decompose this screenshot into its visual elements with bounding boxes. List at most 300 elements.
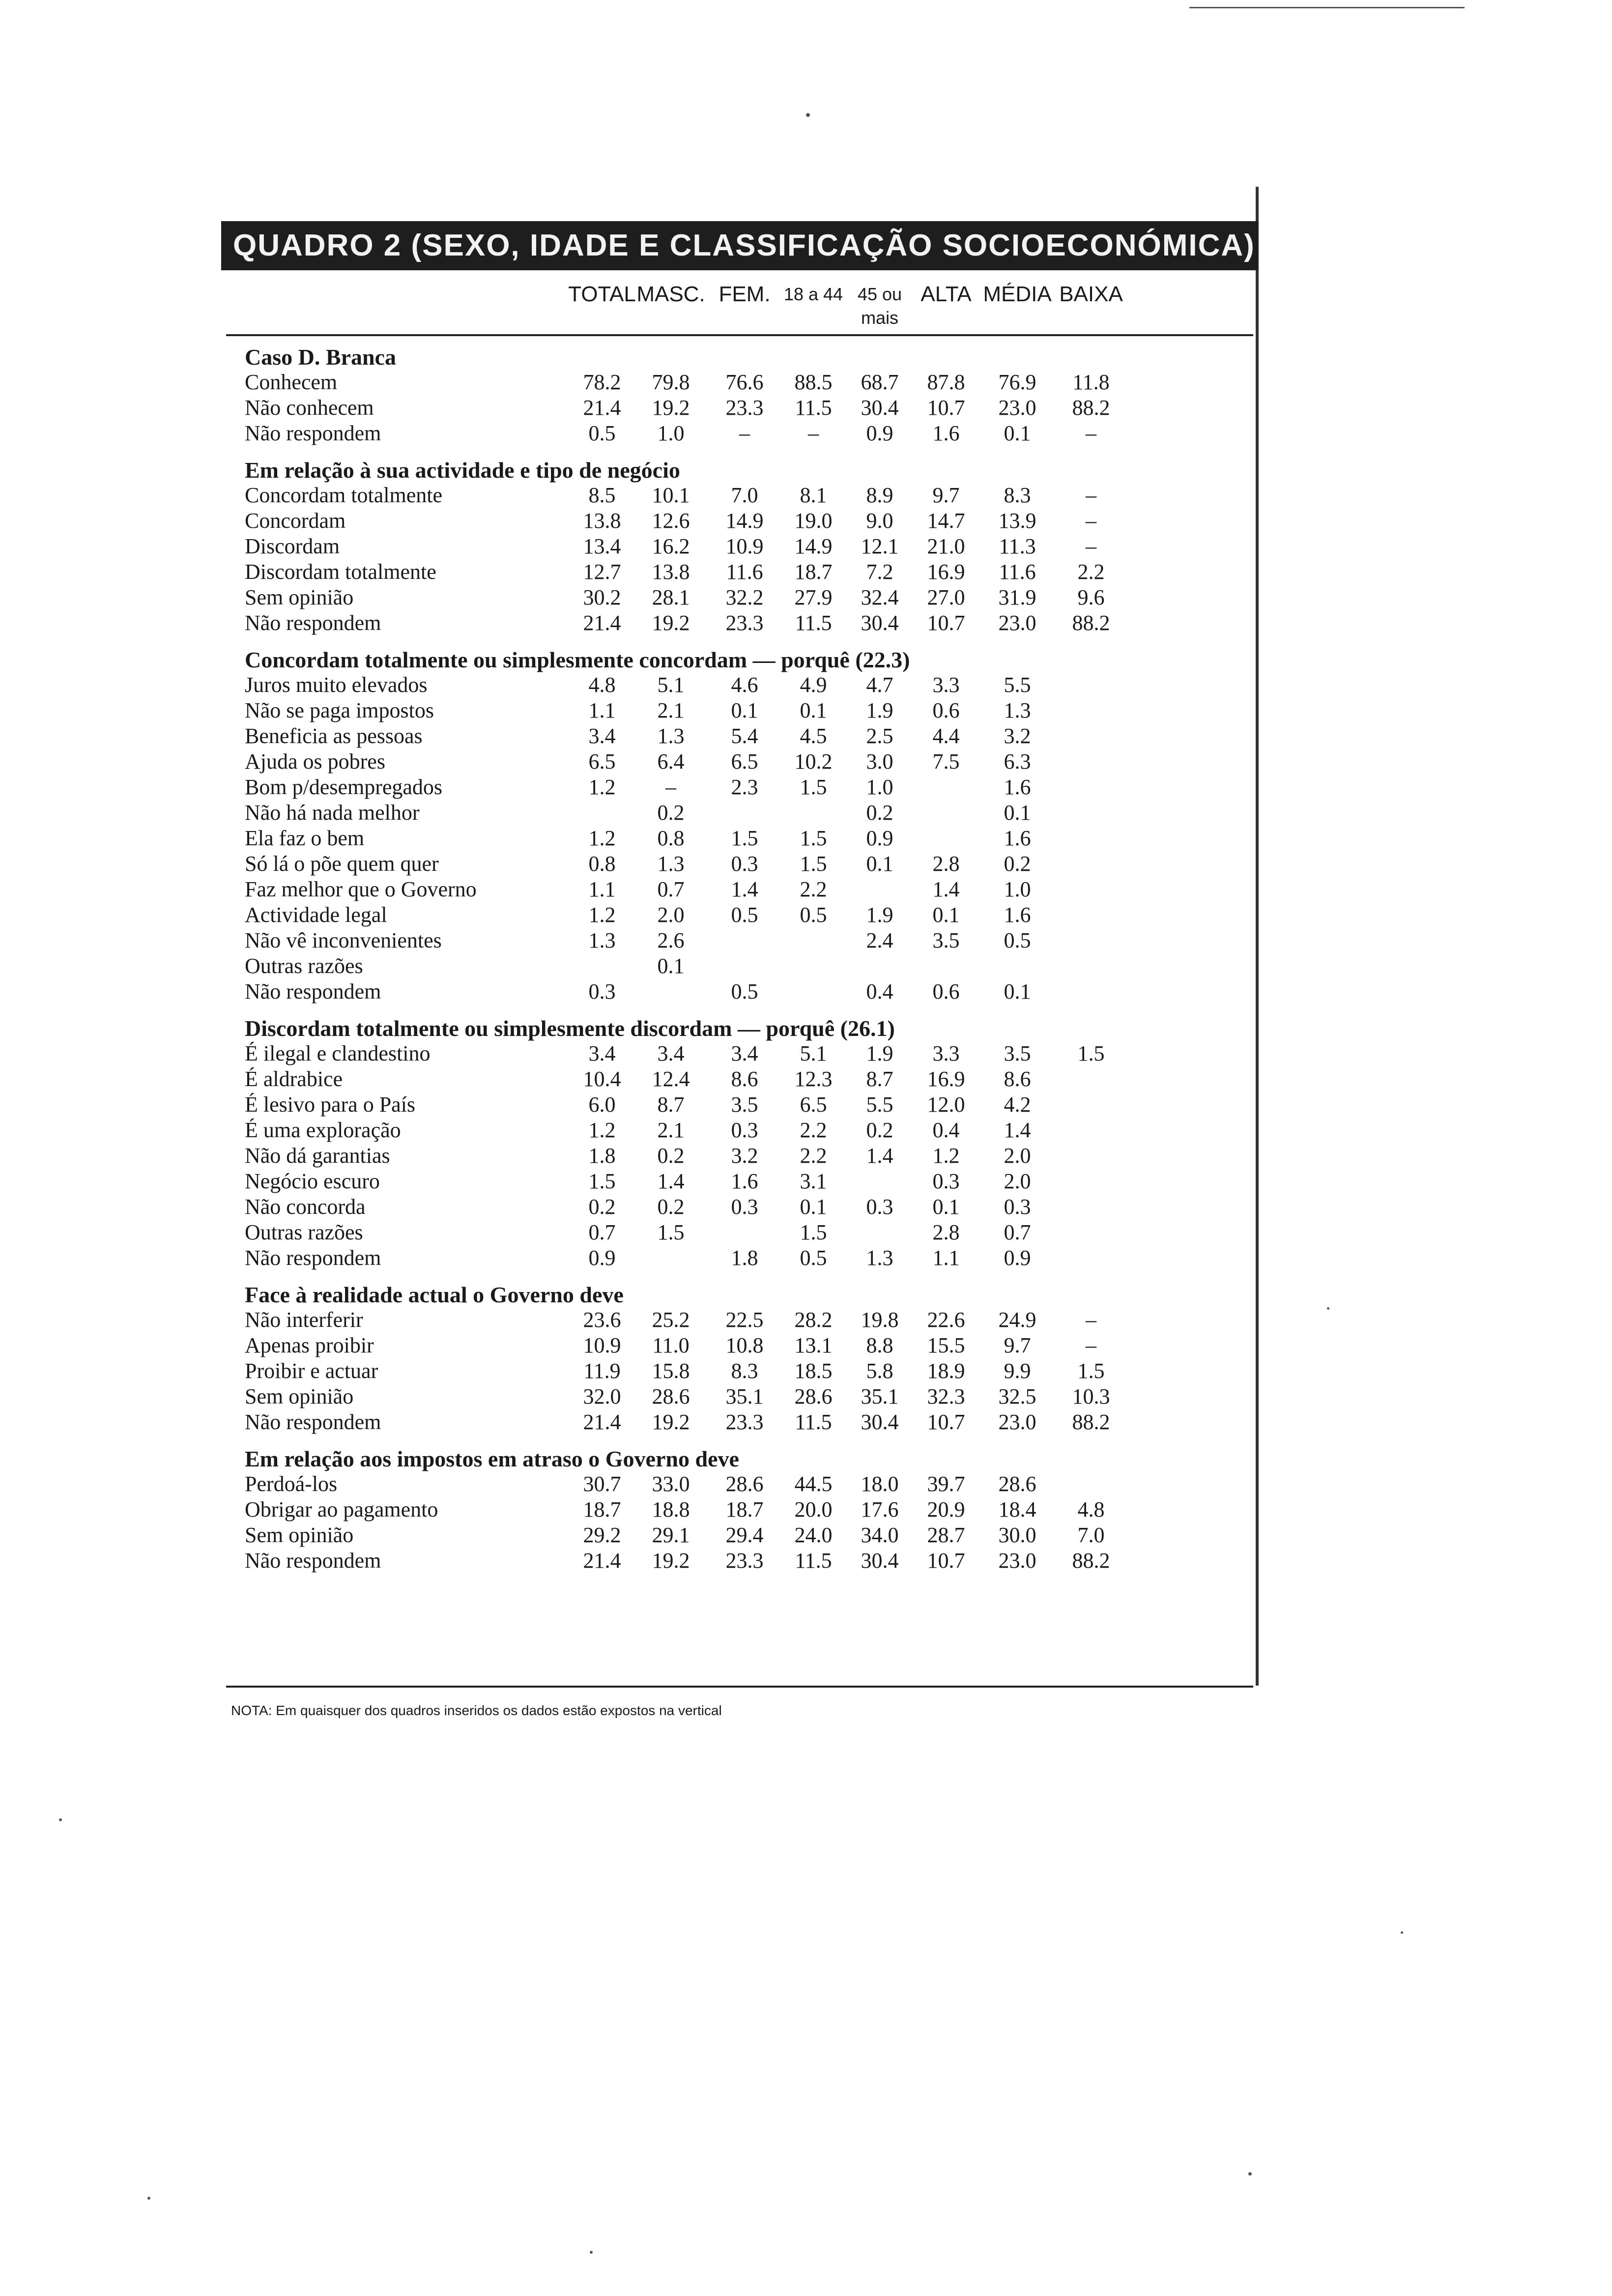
table-cell: 11.0: [652, 1333, 690, 1357]
row-label: Não respondem: [245, 979, 381, 1004]
table-cell: –: [1086, 509, 1096, 533]
table-cell: 2.0: [657, 903, 685, 927]
table-cell: 30.0: [998, 1523, 1036, 1547]
table-cell: 10.9: [725, 534, 764, 558]
table-cell: 0.3: [1004, 1195, 1031, 1219]
table-cell: 6.4: [657, 749, 685, 774]
table-cell: 23.0: [998, 1549, 1036, 1573]
table-cell: 6.5: [800, 1092, 827, 1117]
table-cell: 22.5: [725, 1308, 764, 1332]
row-label: Não vê inconvenientes: [245, 928, 442, 952]
table-cell: 0.1: [1004, 801, 1031, 825]
table-cell: 78.2: [583, 370, 621, 394]
table-cell: 1.0: [866, 775, 893, 799]
table-cell: 0.5: [800, 903, 827, 927]
table-cell: 10.8: [725, 1333, 764, 1357]
table-cell: 18.5: [794, 1359, 833, 1383]
table-cell: 4.8: [1077, 1497, 1105, 1521]
table-cell: 35.1: [725, 1384, 764, 1408]
table-cell: 30.4: [861, 611, 899, 635]
newspaper-clipping: [211, 187, 1258, 1750]
table-cell: 23.3: [725, 1410, 764, 1434]
table-cell: 2.2: [800, 1118, 827, 1142]
table-cell: 1.8: [731, 1246, 758, 1270]
row-label: Discordam: [245, 534, 340, 558]
table-cell: 20.9: [927, 1497, 965, 1521]
table-cell: 0.2: [866, 1118, 893, 1142]
table-cell: 18.4: [998, 1497, 1036, 1521]
scan-speck: [806, 113, 810, 117]
table-cell: 1.4: [731, 877, 758, 901]
table-cell: 23.3: [725, 396, 764, 420]
row-label: Bom p/desempregados: [245, 775, 443, 799]
table-cell: 30.4: [861, 1410, 899, 1434]
row-label: Não conhecem: [245, 396, 374, 420]
table-cell: 1.9: [866, 698, 893, 722]
row-label: Proibir e actuar: [245, 1359, 378, 1383]
table-cell: 1.4: [932, 877, 960, 901]
table-cell: 28.6: [652, 1384, 690, 1408]
table-cell: 23.3: [725, 1549, 764, 1573]
table-cell: 30.4: [861, 1549, 899, 1573]
table-cell: 10.7: [927, 1549, 965, 1573]
table-cell: 4.8: [588, 673, 616, 697]
table-cell: 0.1: [1004, 979, 1031, 1004]
table-cell: 28.1: [652, 585, 690, 609]
table-cell: 6.5: [731, 749, 758, 774]
table-cell: 0.1: [932, 1195, 960, 1219]
table-cell: 5.8: [866, 1359, 893, 1383]
table-cell: 0.1: [800, 698, 827, 722]
table-cell: 87.8: [927, 370, 965, 394]
table-cell: 1.3: [657, 852, 685, 876]
table-cell: –: [1086, 1333, 1096, 1357]
table-cell: 13.8: [583, 509, 621, 533]
section-title: Face à realidade actual o Governo deve: [245, 1282, 624, 1307]
table-cell: 16.9: [927, 1067, 965, 1091]
table-cell: 1.5: [657, 1220, 685, 1244]
table-cell: 0.2: [657, 1195, 685, 1219]
table-cell: –: [1086, 421, 1096, 445]
table-cell: 7.0: [1077, 1523, 1105, 1547]
section-title: Concordam totalmente ou simplesmente concordam — porquê (22.3): [245, 647, 910, 672]
table-cell: 1.5: [1077, 1041, 1105, 1065]
table-cell: 2.8: [932, 852, 960, 876]
table-cell: 10.7: [927, 396, 965, 420]
table-cell: 23.0: [998, 611, 1036, 635]
table-cell: 21.4: [583, 396, 621, 420]
table-cell: 1.6: [1004, 775, 1031, 799]
table-cell: 0.3: [588, 979, 616, 1004]
table-cell: 11.5: [795, 611, 832, 635]
table-cell: 1.5: [588, 1169, 616, 1193]
table-cell: 0.2: [1004, 852, 1031, 876]
table-cell: 31.9: [998, 585, 1036, 609]
scan-speck: [1327, 1307, 1329, 1310]
table-cell: 32.3: [927, 1384, 965, 1408]
table-cell: 2.2: [800, 1144, 827, 1168]
table-cell: 11.9: [583, 1359, 621, 1383]
table-cell: 35.1: [861, 1384, 899, 1408]
table-cell: 14.9: [794, 534, 833, 558]
row-label: Conhecem: [245, 370, 338, 394]
table-cell: 29.4: [725, 1523, 764, 1547]
section-title: Em relação aos impostos em atraso o Governo deve: [245, 1446, 739, 1471]
table-cell: 28.7: [927, 1523, 965, 1547]
table-cell: 1.5: [800, 852, 827, 876]
table-cell: 0.3: [731, 1118, 758, 1142]
column-header: BAIXA: [1059, 282, 1123, 306]
table-cell: 28.2: [794, 1308, 833, 1332]
table-cell: 23.6: [583, 1308, 621, 1332]
table-cell: 76.6: [725, 370, 764, 394]
table-cell: 13.8: [652, 560, 690, 584]
table-cell: 8.5: [588, 483, 616, 507]
row-label: Sem opinião: [245, 585, 354, 609]
table-cell: 20.0: [794, 1497, 833, 1521]
table-cell: 15.8: [652, 1359, 690, 1383]
table-cell: 32.4: [861, 585, 899, 609]
table-cell: 24.0: [794, 1523, 833, 1547]
bottom-rule: [226, 1686, 1253, 1688]
table-cell: 1.3: [866, 1246, 893, 1270]
table-cell: 0.3: [932, 1169, 960, 1193]
table-cell: 0.3: [731, 852, 758, 876]
row-label: Não respondem: [245, 421, 381, 445]
header-rule: [226, 334, 1253, 336]
table-cell: 0.2: [657, 1144, 685, 1168]
table-cell: 15.5: [927, 1333, 965, 1357]
table-cell: 5.1: [657, 673, 685, 697]
row-label: Outras razões: [245, 954, 363, 978]
table-cell: 6.0: [588, 1092, 616, 1117]
table-cell: 2.5: [866, 724, 893, 748]
table-cell: 5.1: [800, 1041, 827, 1065]
table-cell: 1.6: [1004, 826, 1031, 850]
column-headers: [211, 283, 1258, 332]
table-cell: 27.9: [794, 585, 833, 609]
row-label: Não respondem: [245, 1410, 381, 1434]
table-cell: 0.5: [588, 421, 616, 445]
table-cell: 8.6: [1004, 1067, 1031, 1091]
table-cell: 8.1: [800, 483, 827, 507]
table-cell: 29.1: [652, 1523, 690, 1547]
row-label: Sem opinião: [245, 1384, 354, 1408]
table-cell: 9.7: [1004, 1333, 1031, 1357]
table-cell: 3.5: [1004, 1041, 1031, 1065]
table-cell: 19.2: [652, 396, 690, 420]
table-cell: 9.7: [932, 483, 960, 507]
table-cell: 3.4: [731, 1041, 758, 1065]
table-cell: 10.7: [927, 1410, 965, 1434]
table-cell: 17.6: [861, 1497, 899, 1521]
section-title: Em relação à sua actividade e tipo de negócio: [245, 458, 680, 483]
table-cell: 25.2: [652, 1308, 690, 1332]
table-cell: 19.8: [861, 1308, 899, 1332]
table-cell: 11.5: [795, 1410, 832, 1434]
table-cell: 1.2: [588, 903, 616, 927]
row-label: Não respondem: [245, 1549, 381, 1573]
table-cell: 6.5: [588, 749, 616, 774]
table-cell: –: [1086, 1308, 1096, 1332]
table-cell: 2.1: [657, 1118, 685, 1142]
table-cell: 1.6: [731, 1169, 758, 1193]
table-cell: 0.3: [866, 1195, 893, 1219]
table-cell: 2.2: [800, 877, 827, 901]
row-label: É lesivo para o País: [245, 1092, 416, 1117]
table-cell: 1.3: [588, 928, 616, 952]
table-cell: 11.6: [999, 560, 1036, 584]
table-cell: 5.5: [866, 1092, 893, 1117]
table-cell: 7.0: [731, 483, 758, 507]
table-cell: 0.5: [800, 1246, 827, 1270]
table-cell: 1.6: [932, 421, 960, 445]
table-cell: 14.9: [725, 509, 764, 533]
table-cell: 21.4: [583, 1549, 621, 1573]
row-label: Só lá o põe quem quer: [245, 852, 439, 876]
table-cell: 1.3: [657, 724, 685, 748]
table-cell: –: [808, 421, 819, 445]
table-cell: 0.9: [588, 1246, 616, 1270]
table-cell: 0.1: [1004, 421, 1031, 445]
column-header: FEM.: [719, 282, 771, 306]
row-label: Faz melhor que o Governo: [245, 877, 477, 901]
table-cell: 88.2: [1072, 396, 1110, 420]
table-cell: 11.6: [726, 560, 763, 584]
table-cell: 10.4: [583, 1067, 621, 1091]
row-label: Outras razões: [245, 1220, 363, 1244]
table-cell: 18.0: [861, 1472, 899, 1496]
row-label: Actividade legal: [245, 903, 387, 927]
column-header: MASC.: [636, 282, 705, 306]
row-label: Não dá garantias: [245, 1144, 390, 1168]
scan-speck: [59, 1818, 62, 1821]
table-cell: 32.5: [998, 1384, 1036, 1408]
table-cell: –: [1086, 534, 1096, 558]
table-cell: 13.9: [998, 509, 1036, 533]
table-cell: 1.2: [588, 775, 616, 799]
table-cell: 14.7: [927, 509, 965, 533]
table-cell: 3.3: [932, 673, 960, 697]
row-label: Concordam: [245, 509, 346, 533]
table-cell: 10.3: [1072, 1384, 1110, 1408]
table-cell: 1.8: [588, 1144, 616, 1168]
table-cell: 11.5: [795, 396, 832, 420]
row-label: Concordam totalmente: [245, 483, 442, 507]
table-cell: 1.5: [1077, 1359, 1105, 1383]
table-cell: 0.1: [932, 903, 960, 927]
row-label: Não respondem: [245, 611, 381, 635]
row-label: É uma exploração: [245, 1118, 401, 1142]
table-cell: 10.9: [583, 1333, 621, 1357]
column-header: MÉDIA: [983, 282, 1052, 306]
table-cell: 18.8: [652, 1497, 690, 1521]
table-cell: 9.0: [866, 509, 893, 533]
table-cell: 0.2: [657, 801, 685, 825]
column-header: TOTAL: [568, 282, 636, 306]
table-cell: –: [665, 775, 676, 799]
table-cell: 12.6: [652, 509, 690, 533]
table-cell: 30.7: [583, 1472, 621, 1496]
table-cell: 30.2: [583, 585, 621, 609]
table-cell: 8.9: [866, 483, 893, 507]
table-cell: 1.4: [657, 1169, 685, 1193]
table-cell: 8.3: [1004, 483, 1031, 507]
section-title: Discordam totalmente ou simplesmente discordam — porquê (26.1): [245, 1016, 895, 1041]
table-cell: 1.3: [1004, 698, 1031, 722]
table-cell: 0.1: [731, 698, 758, 722]
table-cell: 0.6: [932, 979, 960, 1004]
table-cell: 8.8: [866, 1333, 893, 1357]
table-cell: 18.9: [927, 1359, 965, 1383]
table-cell: 8.3: [731, 1359, 758, 1383]
table-cell: 2.8: [932, 1220, 960, 1244]
table-cell: 3.2: [1004, 724, 1031, 748]
table-title: QUADRO 2 (SEXO, IDADE E CLASSIFICAÇÃO SOCIOECONÓMICA): [221, 221, 1258, 270]
table-cell: 0.5: [1004, 928, 1031, 952]
table-cell: 1.5: [800, 775, 827, 799]
row-label: Não concorda: [245, 1195, 366, 1219]
scan-speck: [590, 2251, 593, 2254]
table-cell: 1.0: [657, 421, 685, 445]
scan-speck: [1401, 1931, 1403, 1934]
table-cell: 1.4: [866, 1144, 893, 1168]
row-label: Ajuda os pobres: [245, 749, 385, 774]
table-cell: 1.9: [866, 1041, 893, 1065]
scan-speck: [147, 2197, 150, 2200]
row-label: Não respondem: [245, 1246, 381, 1270]
table-cell: 7.2: [866, 560, 893, 584]
table-cell: 1.5: [731, 826, 758, 850]
table-cell: 1.6: [1004, 903, 1031, 927]
table-cell: 21.4: [583, 1410, 621, 1434]
table-cell: 27.0: [927, 585, 965, 609]
row-label: É ilegal e clandestino: [245, 1041, 431, 1065]
table-cell: 4.6: [731, 673, 758, 697]
table-cell: 1.2: [932, 1144, 960, 1168]
row-label: Discordam totalmente: [245, 560, 436, 584]
table-cell: 0.8: [657, 826, 685, 850]
table-cell: 29.2: [583, 1523, 621, 1547]
table-cell: 9.9: [1004, 1359, 1031, 1383]
table-cell: 1.1: [588, 698, 616, 722]
row-label: Beneficia as pessoas: [245, 724, 423, 748]
table-cell: 0.9: [866, 421, 893, 445]
table-cell: 22.6: [927, 1308, 965, 1332]
table-cell: 0.2: [588, 1195, 616, 1219]
table-cell: 0.3: [731, 1195, 758, 1219]
table-cell: 4.7: [866, 673, 893, 697]
table-cell: 8.7: [657, 1092, 685, 1117]
table-cell: 11.5: [795, 1549, 832, 1573]
table-cell: 88.5: [794, 370, 833, 394]
table-cell: 0.5: [731, 903, 758, 927]
table-cell: 0.2: [866, 801, 893, 825]
table-cell: 2.3: [731, 775, 758, 799]
table-cell: 2.0: [1004, 1144, 1031, 1168]
table-cell: 79.8: [652, 370, 690, 394]
scan-speck: [1248, 2172, 1252, 2176]
table-cell: –: [1086, 483, 1096, 507]
table-cell: 12.1: [861, 534, 899, 558]
table-cell: 2.4: [866, 928, 893, 952]
table-cell: 12.7: [583, 560, 621, 584]
table-cell: 10.7: [927, 611, 965, 635]
table-cell: 10.1: [652, 483, 690, 507]
table-cell: 18.7: [583, 1497, 621, 1521]
table-cell: 6.3: [1004, 749, 1031, 774]
table-cell: 21.4: [583, 611, 621, 635]
table-note: NOTA: Em quaisquer dos quadros inseridos os dados estão expostos na vertical: [231, 1703, 722, 1718]
table-cell: 3.3: [932, 1041, 960, 1065]
table-cell: 33.0: [652, 1472, 690, 1496]
table-cell: 0.8: [588, 852, 616, 876]
table-cell: 68.7: [861, 370, 899, 394]
table-cell: 19.2: [652, 1410, 690, 1434]
row-label: Não se paga impostos: [245, 698, 434, 722]
table-cell: 28.6: [794, 1384, 833, 1408]
table-cell: 0.7: [588, 1220, 616, 1244]
column-header: 45 ou mais: [857, 284, 902, 328]
row-label: Ela faz o bem: [245, 826, 365, 850]
table-cell: 23.3: [725, 611, 764, 635]
table-cell: 5.4: [731, 724, 758, 748]
table-cell: 18.7: [794, 560, 833, 584]
table-cell: 3.5: [932, 928, 960, 952]
row-label: Perdoá-los: [245, 1472, 338, 1496]
table-cell: 1.1: [932, 1246, 960, 1270]
table-cell: 88.2: [1072, 1410, 1110, 1434]
table-cell: 1.2: [588, 826, 616, 850]
table-cell: 0.1: [657, 954, 685, 978]
row-label: Não há nada melhor: [245, 801, 420, 825]
row-label: É aldrabice: [245, 1067, 343, 1091]
table-cell: 2.2: [1077, 560, 1105, 584]
table-cell: 24.9: [998, 1308, 1036, 1332]
table-cell: 2.0: [1004, 1169, 1031, 1193]
table-cell: 0.4: [866, 979, 893, 1004]
table-cell: 3.0: [866, 749, 893, 774]
table-cell: 39.7: [927, 1472, 965, 1496]
table-cell: 0.1: [866, 852, 893, 876]
table-cell: 23.0: [998, 1410, 1036, 1434]
table-cell: 5.5: [1004, 673, 1031, 697]
table-cell: 3.1: [800, 1169, 827, 1193]
table-cell: 1.1: [588, 877, 616, 901]
row-label: Apenas proibir: [245, 1333, 374, 1357]
table-cell: 88.2: [1072, 1549, 1110, 1573]
table-cell: 4.9: [800, 673, 827, 697]
table-cell: 32.2: [725, 585, 764, 609]
table-cell: 3.4: [588, 724, 616, 748]
table-cell: 0.9: [866, 826, 893, 850]
table-cell: 3.2: [731, 1144, 758, 1168]
row-label: Não interferir: [245, 1308, 363, 1332]
table-cell: 2.6: [657, 928, 685, 952]
table-cell: 76.9: [998, 370, 1036, 394]
table-cell: 0.4: [932, 1118, 960, 1142]
table-cell: 32.0: [583, 1384, 621, 1408]
table-cell: 8.6: [731, 1067, 758, 1091]
table-cell: 12.4: [652, 1067, 690, 1091]
table-cell: –: [739, 421, 750, 445]
table-cell: 1.9: [866, 903, 893, 927]
table-cell: 1.0: [1004, 877, 1031, 901]
table-cell: 28.6: [998, 1472, 1036, 1496]
scan-line: [1189, 7, 1465, 8]
column-header: ALTA: [921, 282, 972, 306]
table-cell: 21.0: [927, 534, 965, 558]
